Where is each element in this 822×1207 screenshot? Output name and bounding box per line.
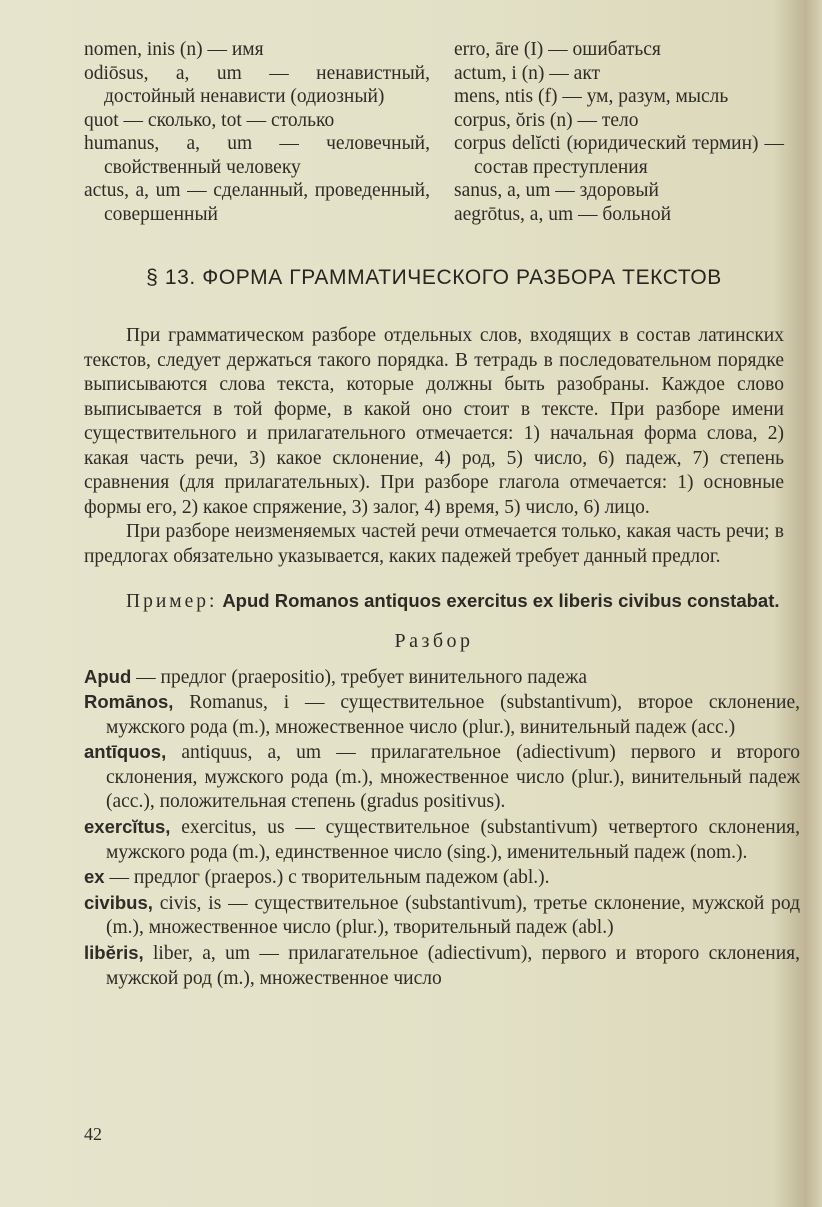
parse-description: liber, a, um — прилагательное (adiectivum), первого и второго склонения, мужской род (m.), множественное число	[106, 943, 800, 989]
vocabulary-column-left	[84, 38, 430, 226]
body-paragraph: При грамматическом разборе отдельных слов, входящих в состав латинских текстов, следует держаться такого порядка. В тетрадь в последовательном порядке выписываются слова текста, которые должны быть разобраны. Каждое слово выписывается в той форме, в какой оно стоит в тексте. При разборе имени существительного и прилагательного отмечается: 1) начальная форма слова, 2) какая часть речи, 3) какое склонение, 4) род, 5) число, 6) падеж, 7) степень сравнения (для прилагательных). При разборе глагола отмечается: 1) основные формы его, 2) какое спряжение, 3) залог, 4) время, 5) число, 6) лицо.	[84, 325, 784, 518]
vocab-entry: nomen, inis (n) — имя	[84, 39, 264, 60]
parse-description: exercitus, us — существительное (substantivum) четвертого склонения, мужского рода (m.), единственное число (sing.), именительный падеж (nom.).	[106, 817, 800, 863]
vocab-entry: mens, ntis (f) — ум, разум, мысль	[454, 86, 729, 107]
parse-entry	[84, 740, 800, 815]
parse-description: — предлог (praepos.) с творительным падежом (abl.).	[104, 867, 550, 889]
parse-description: civis, is — существительное (substantivum), третье склонение, мужской род (m.), множественное число (plur.), творительный падеж (abl.)	[106, 892, 800, 939]
vocab-entry: corpus, ŏris (n) — тело	[454, 109, 639, 131]
parse-term: Apud	[84, 665, 132, 687]
vocabulary-list	[84, 38, 784, 226]
parse-term: Romānos,	[84, 691, 174, 713]
section-heading: § 13. ФОРМА ГРАММАТИЧЕСКОГО РАЗБОРА ТЕКСТОВ	[146, 266, 722, 289]
parse-entry	[84, 941, 800, 991]
vocabulary-column-right	[454, 38, 784, 226]
parse-list	[84, 665, 800, 992]
example-latin: Apud Romanos antiquos exercitus ex liberis civibus constabat.	[222, 590, 780, 611]
parse-description: antiquus, a, um — прилагательное (adiectivum) первого и второго склонения, мужского рода (m.), множественное число (plur.), винительный падеж (acc.), положительная степень (gradus positivus).	[106, 742, 800, 813]
page-number: 42	[84, 1124, 102, 1144]
vocab-entry: sanus, a, um — здоровый	[454, 180, 659, 201]
parse-term: libĕris,	[84, 942, 144, 964]
parse-entry	[84, 665, 800, 691]
vocab-entry: quot — сколько, tot — столько	[84, 109, 335, 131]
vocab-entry: actum, i (n) — акт	[454, 62, 601, 84]
body-paragraph: При разборе неизменяемых частей речи отмечается только, какая часть речи; в предлогах обязательно указывается, каких падежей требует данный предлог.	[84, 521, 784, 567]
example-sentence	[84, 589, 784, 615]
parse-subheading: Разбор	[394, 629, 474, 652]
parse-description: — предлог (praepositio), требует винительного падежа	[131, 666, 588, 688]
example-label: Пример:	[126, 591, 218, 612]
vocab-entry: odiōsus, a, um — ненавистный, достойный ненависти (одиозный)	[84, 62, 430, 107]
book-page	[84, 38, 800, 991]
parse-term: exercĭtus,	[84, 816, 171, 838]
parse-term: ex	[84, 866, 105, 888]
parse-term: antīquos,	[84, 741, 167, 763]
parse-entry	[84, 815, 800, 865]
vocab-entry: actus, a, um — сделанный, проведенный, совершенный	[84, 180, 430, 225]
vocab-entry: humanus, a, um — человечный, свойственный человеку	[84, 133, 430, 178]
parse-term: civibus,	[84, 891, 153, 913]
parse-entry	[84, 891, 800, 941]
parse-entry	[84, 690, 800, 740]
vocab-entry: erro, āre (I) — ошибаться	[454, 39, 661, 60]
vocab-entry: corpus delĭcti (юридический термин) — состав преступления	[454, 133, 784, 178]
vocab-entry: aegrōtus, a, um — больной	[454, 203, 672, 225]
parse-description: Romanus, i — существительное (substantivum), второе склонение, мужского рода (m.), множественное число (plur.), винительный падеж (acc.)	[106, 692, 800, 738]
parse-entry	[84, 865, 800, 891]
